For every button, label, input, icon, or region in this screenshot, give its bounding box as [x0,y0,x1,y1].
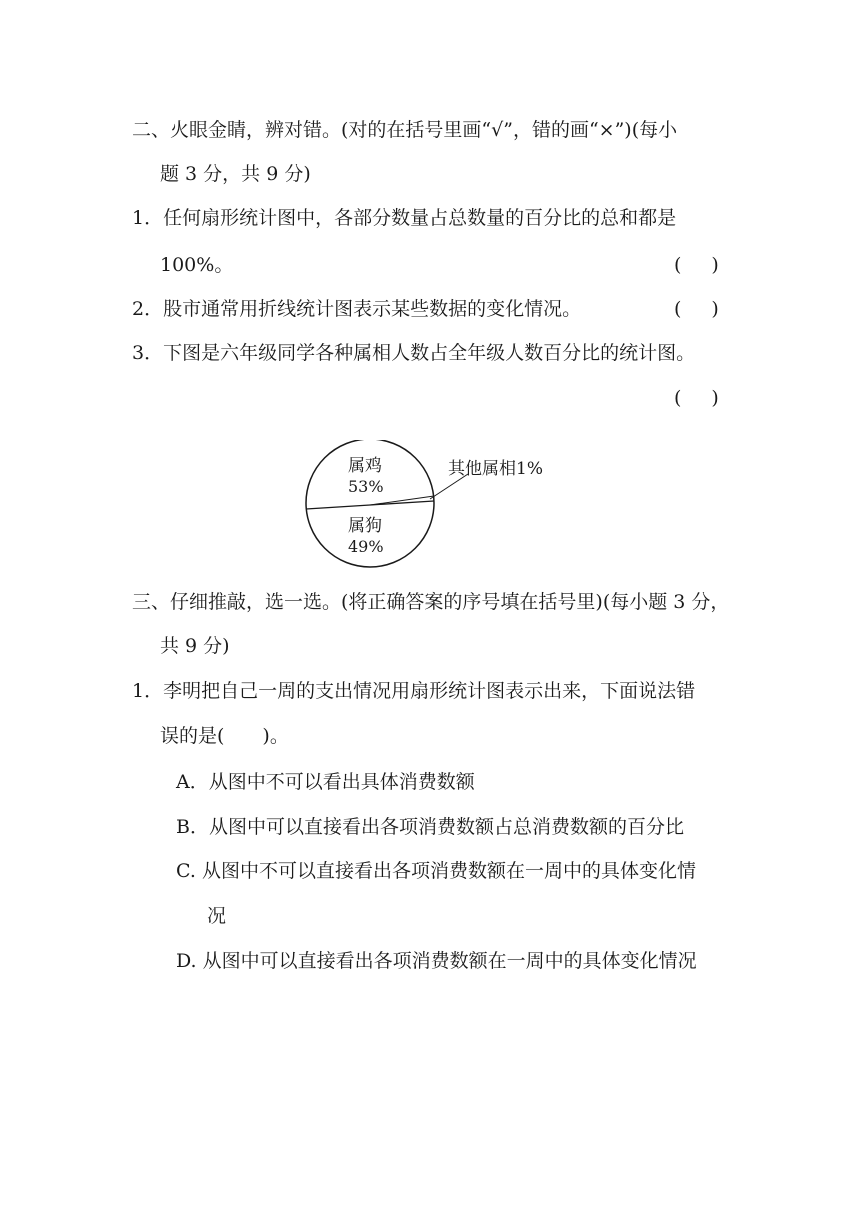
slice-value-dog: 49% [348,537,384,556]
mc-question-1-text-cont [160,724,289,748]
mc-question-1-text: 1．李明把自己一周的支出情况用扇形统计图表示出来，下面说法错 [132,680,696,702]
option-c[interactable]: C. 从图中不可以直接看出各项消费数额在一周中的具体变化情 [176,860,696,882]
bracket-close: ) [711,298,719,320]
bracket-close: ) [711,387,719,409]
question-2-text: 2．股市通常用折线统计图表示某些数据的变化情况。 [132,298,582,320]
option-d[interactable]: D. 从图中可以直接看出各项消费数额在一周中的具体变化情况 [176,950,697,972]
section3-heading-cont: 共 9 分) [160,635,230,657]
option-c-cont: 况 [207,905,227,927]
callout-label-other: 其他属相1% [448,459,543,479]
option-a[interactable]: A．从图中不可以看出具体消费数额 [176,771,475,793]
slice-label-dog: 属狗 [348,516,382,536]
bracket-close: ) [711,254,719,276]
mc-question-1-post: )。 [262,725,289,747]
mc-question-1-pre: 误的是( [160,725,225,747]
section2-heading-cont: 题 3 分，共 9 分) [160,163,311,185]
section3-heading: 三、仔细推敲，选一选。(将正确答案的序号填在括号里)(每小题 3 分， [132,591,730,613]
bracket-open: ( [674,387,682,409]
question-1-text-cont: 100%。 [160,254,234,276]
bracket-open: ( [674,254,682,276]
slice-value-rooster: 53% [348,477,384,496]
answer-bracket-1[interactable] [674,253,719,277]
section2-heading: 二、火眼金睛，辨对错。(对的在括号里画“√”，错的画“×”)(每小 [132,119,678,141]
option-b[interactable]: B．从图中可以直接看出各项消费数额占总消费数额的百分比 [176,816,684,838]
question-1-text: 1．任何扇形统计图中，各部分数量占总数量的百分比的总和都是 [132,207,677,229]
answer-bracket-3[interactable] [674,386,719,410]
question-3-text: 3．下图是六年级同学各种属相人数占全年级人数百分比的统计图。 [132,342,696,364]
answer-bracket-2[interactable] [674,297,719,321]
zodiac-pie-chart [290,440,580,570]
bracket-open: ( [674,298,682,320]
slice-label-rooster: 属鸡 [348,456,382,476]
